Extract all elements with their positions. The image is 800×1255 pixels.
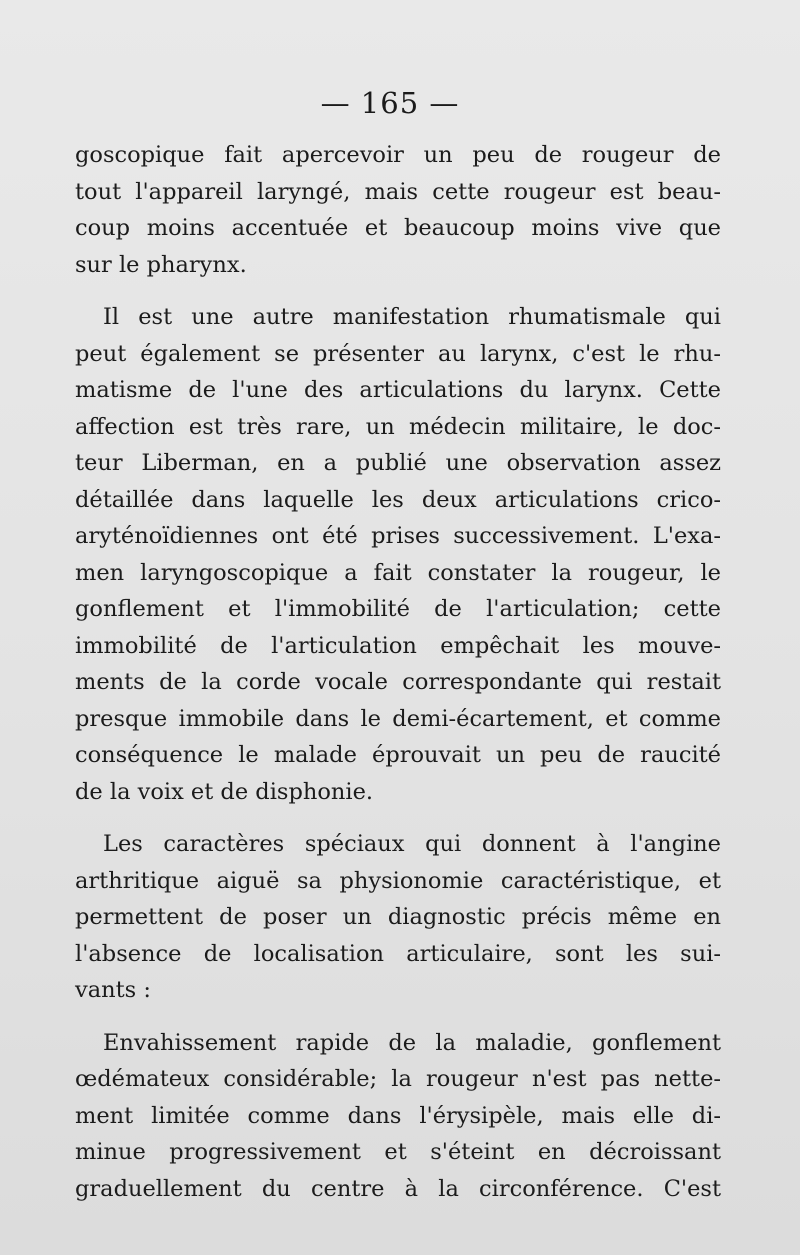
paragraph (75, 299, 721, 810)
text-line: gonflement et l'immobilité de l'articulation; cette (75, 596, 721, 622)
text-line: l'absence de localisation articulaire, sont les sui- (75, 940, 721, 967)
text-line: minue progressivement et s'éteint en décroissant (75, 1139, 721, 1165)
paragraph (75, 1025, 721, 1208)
text-line: vants : (75, 977, 151, 1003)
text-line: sur le pharynx. (75, 251, 247, 278)
text-line: conséquence le malade éprouvait un peu de raucité (75, 742, 721, 768)
text-line: de la voix et de disphonie. (75, 778, 374, 805)
paragraph (75, 137, 721, 283)
text-line: presque immobile dans le demi-écartement, et comme (75, 705, 721, 732)
text-line: immobilité de l'articulation empêchait les mouve- (75, 632, 721, 659)
text-line: œdémateux considérable; la rougeur n'est pas nette- (75, 1066, 721, 1092)
paragraph (75, 826, 721, 1009)
text-line: teur Liberman, en a publié une observation assez (75, 450, 721, 476)
text-line: coup moins accentuée et beaucoup moins vive que (75, 215, 721, 241)
text-line: peut également se présenter au larynx, c'est le rhu- (75, 340, 721, 367)
text-line: affection est très rare, un médecin militaire, le doc- (75, 413, 721, 440)
text-line: permettent de poser un diagnostic précis même en (75, 904, 721, 930)
text-line: goscopique fait apercevoir un peu de rougeur de (75, 142, 721, 168)
text-line: Envahissement rapide de la maladie, gonflement (103, 1029, 721, 1056)
text-line: Les caractères spéciaux qui donnent à l'angine (103, 831, 721, 857)
text-line: détaillée dans laquelle les deux articulations crico- (75, 486, 721, 513)
page-number: — 165 — (320, 86, 460, 120)
text-line: graduellement du centre à la circonférence. C'est (75, 1175, 721, 1202)
body-text (75, 137, 721, 1223)
text-line: Il est une autre manifestation rhumatismale qui (103, 304, 721, 330)
text-line: matisme de l'une des articulations du larynx. Cette (75, 377, 721, 403)
text-line: ments de la corde vocale correspondante qui restait (75, 669, 721, 695)
text-line: tout l'appareil laryngé, mais cette rougeur est beau- (75, 178, 721, 205)
text-line: men laryngoscopique a fait constater la rougeur, le (75, 559, 721, 586)
text-line: arthritique aiguë sa physionomie caractéristique, et (75, 867, 721, 894)
text-line: aryténoïdiennes ont été prises successivement. L'exa- (75, 523, 721, 549)
text-line: ment limitée comme dans l'érysipèle, mais elle di- (75, 1102, 721, 1129)
